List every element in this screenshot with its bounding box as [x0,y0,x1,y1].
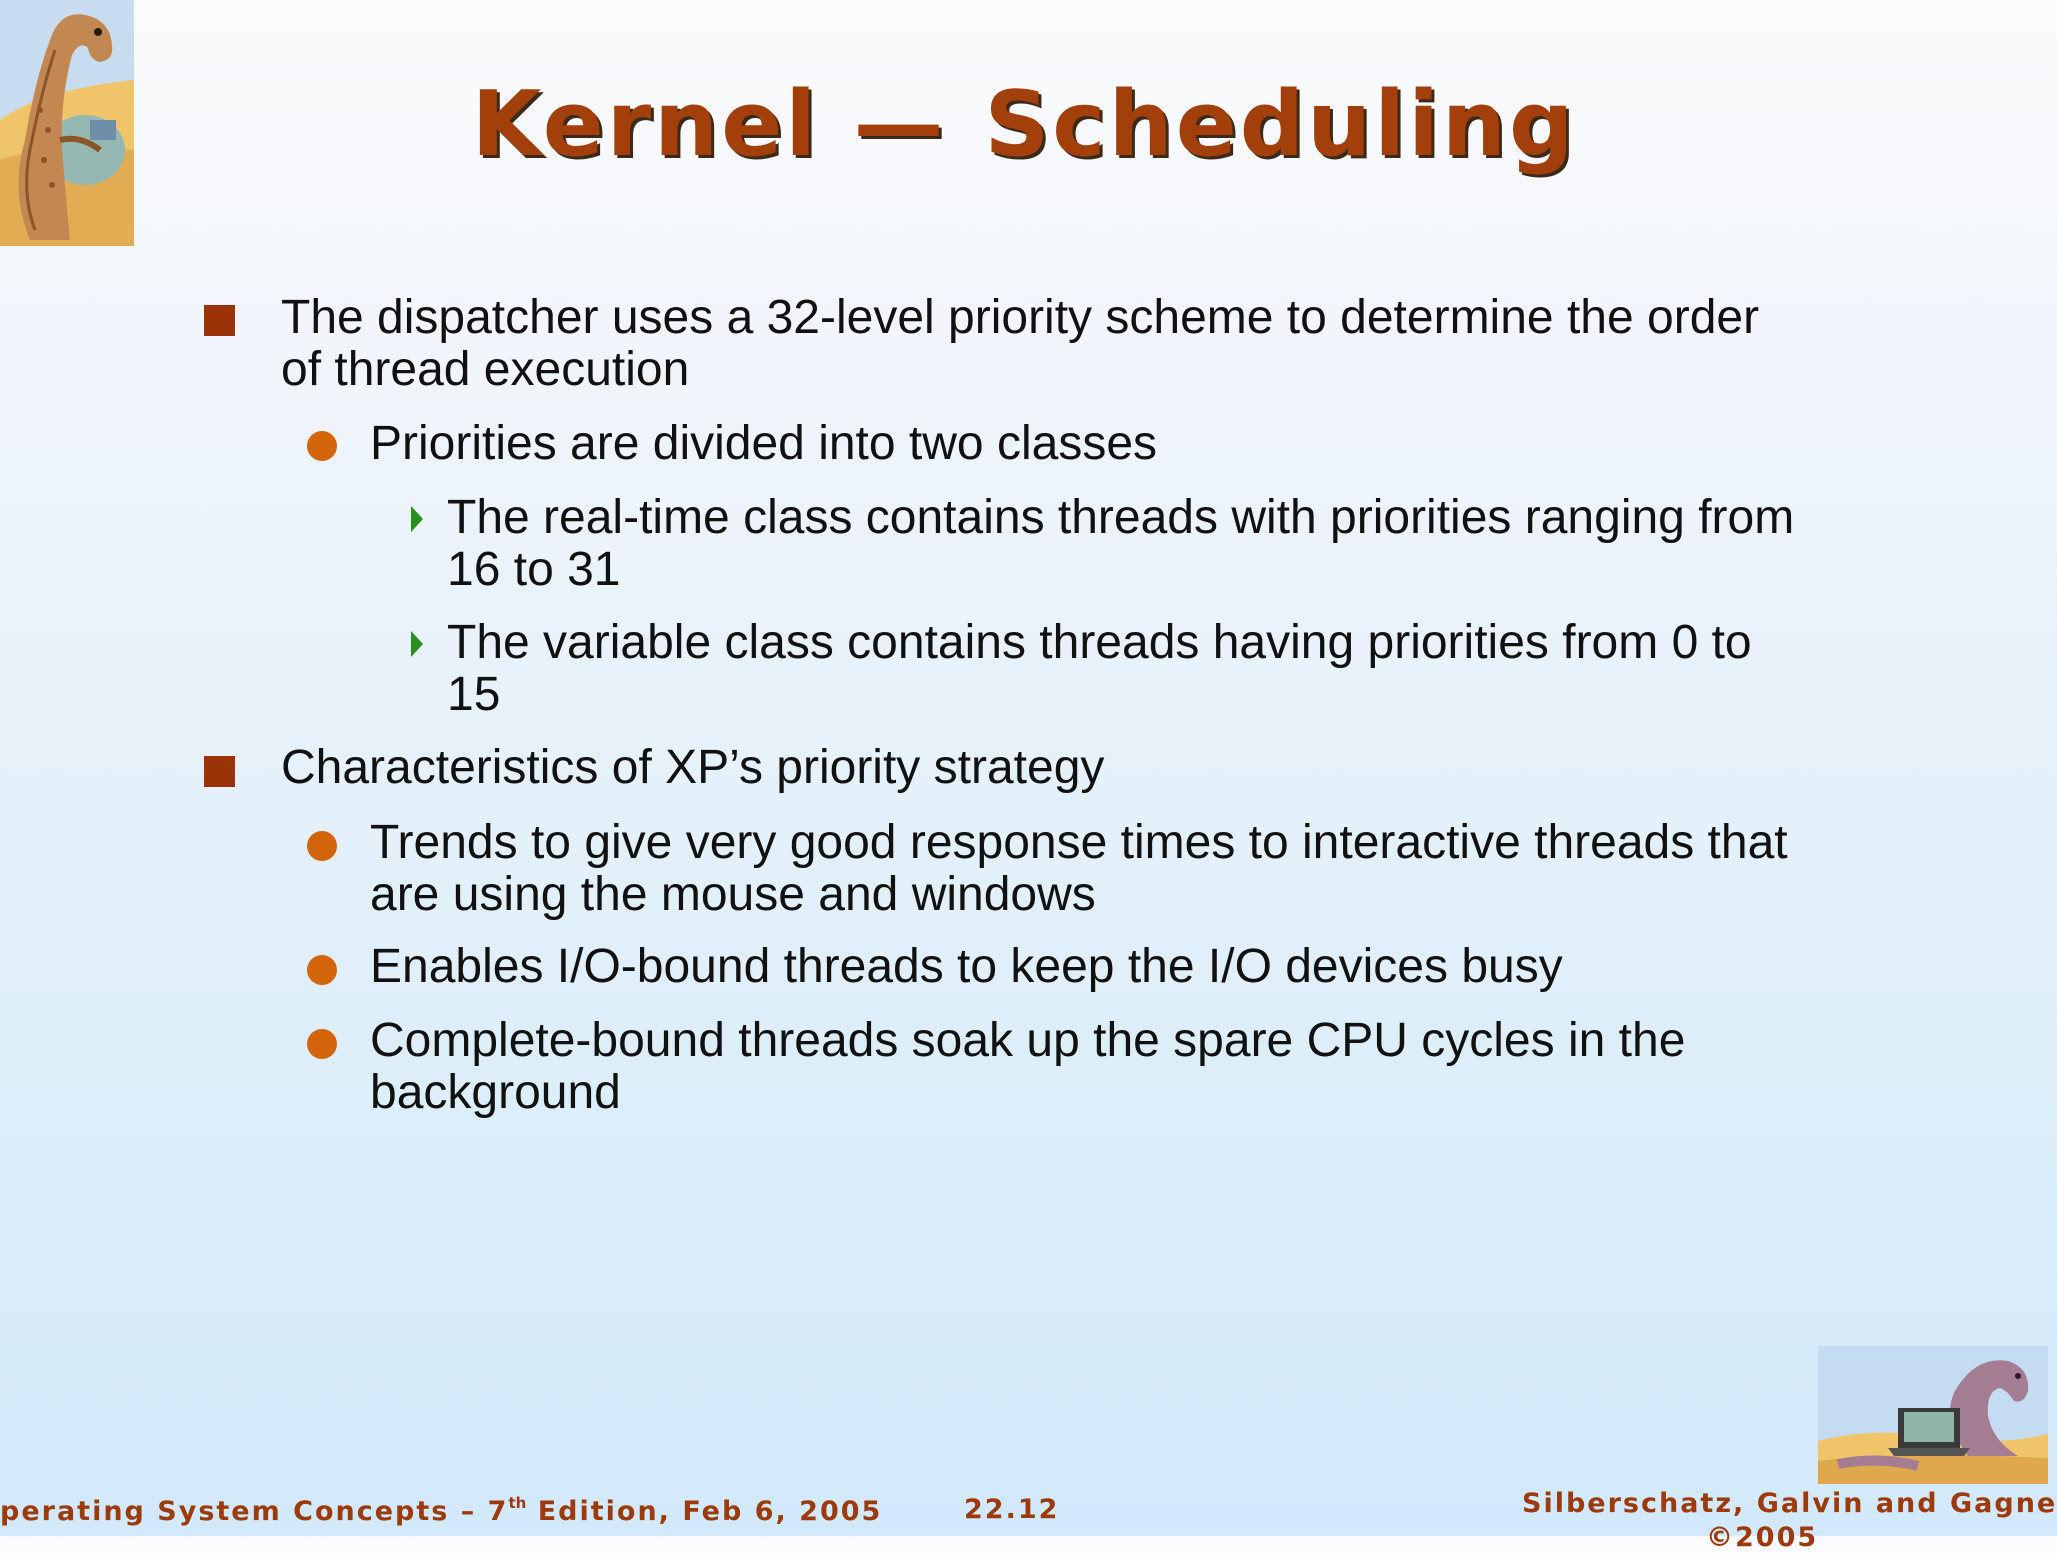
footer-authors: Silberschatz, Galvin and Gagne [1522,1488,2057,1519]
bullet-item: The dispatcher uses a 32-level priority scheme to determine the order of thread execution [281,291,1760,396]
circle-bullet-icon [307,431,337,461]
square-bullet-icon [204,305,235,336]
bullet-item: Characteristics of XP’s priority strategy [281,741,1105,794]
footer-edition-date: Edition, Feb 6, 2005 [526,1496,883,1527]
bullet-item: Enables I/O-bound threads to keep the I/O devices busy [370,940,1563,993]
slide-title [0,72,2048,177]
page-number: 22.12 [964,1494,1060,1525]
circle-bullet-icon [307,955,337,985]
footer-superscript: th [508,1494,527,1512]
bullet-item: The variable class contains threads having priorities from 0 to 15 [447,616,1752,721]
bullet-item: Priorities are divided into two classes [370,417,1158,470]
circle-bullet-icon [307,831,337,861]
footer-book-info [0,1494,882,1527]
dinosaur-illustration-bottom-right [1818,1346,2048,1484]
square-bullet-icon [204,756,235,787]
triangle-bullet-icon [411,631,423,657]
footer-book-title: perating System Concepts – 7 [0,1496,509,1527]
circle-bullet-icon [307,1029,337,1059]
bullet-item: Trends to give very good response times to interactive threads that are using the mouse and windows [370,816,1788,921]
triangle-bullet-icon [411,506,423,532]
title-part-kernel: Kernel — [471,72,947,177]
bullet-item: The real-time class contains threads with priorities ranging from 16 to 31 [447,491,1795,596]
bullet-item: Complete-bound threads soak up the spare CPU cycles in the background [370,1014,1686,1119]
title-part-scheduling: Scheduling [984,72,1577,177]
footer-copyright: ©2005 [1706,1522,1819,1553]
